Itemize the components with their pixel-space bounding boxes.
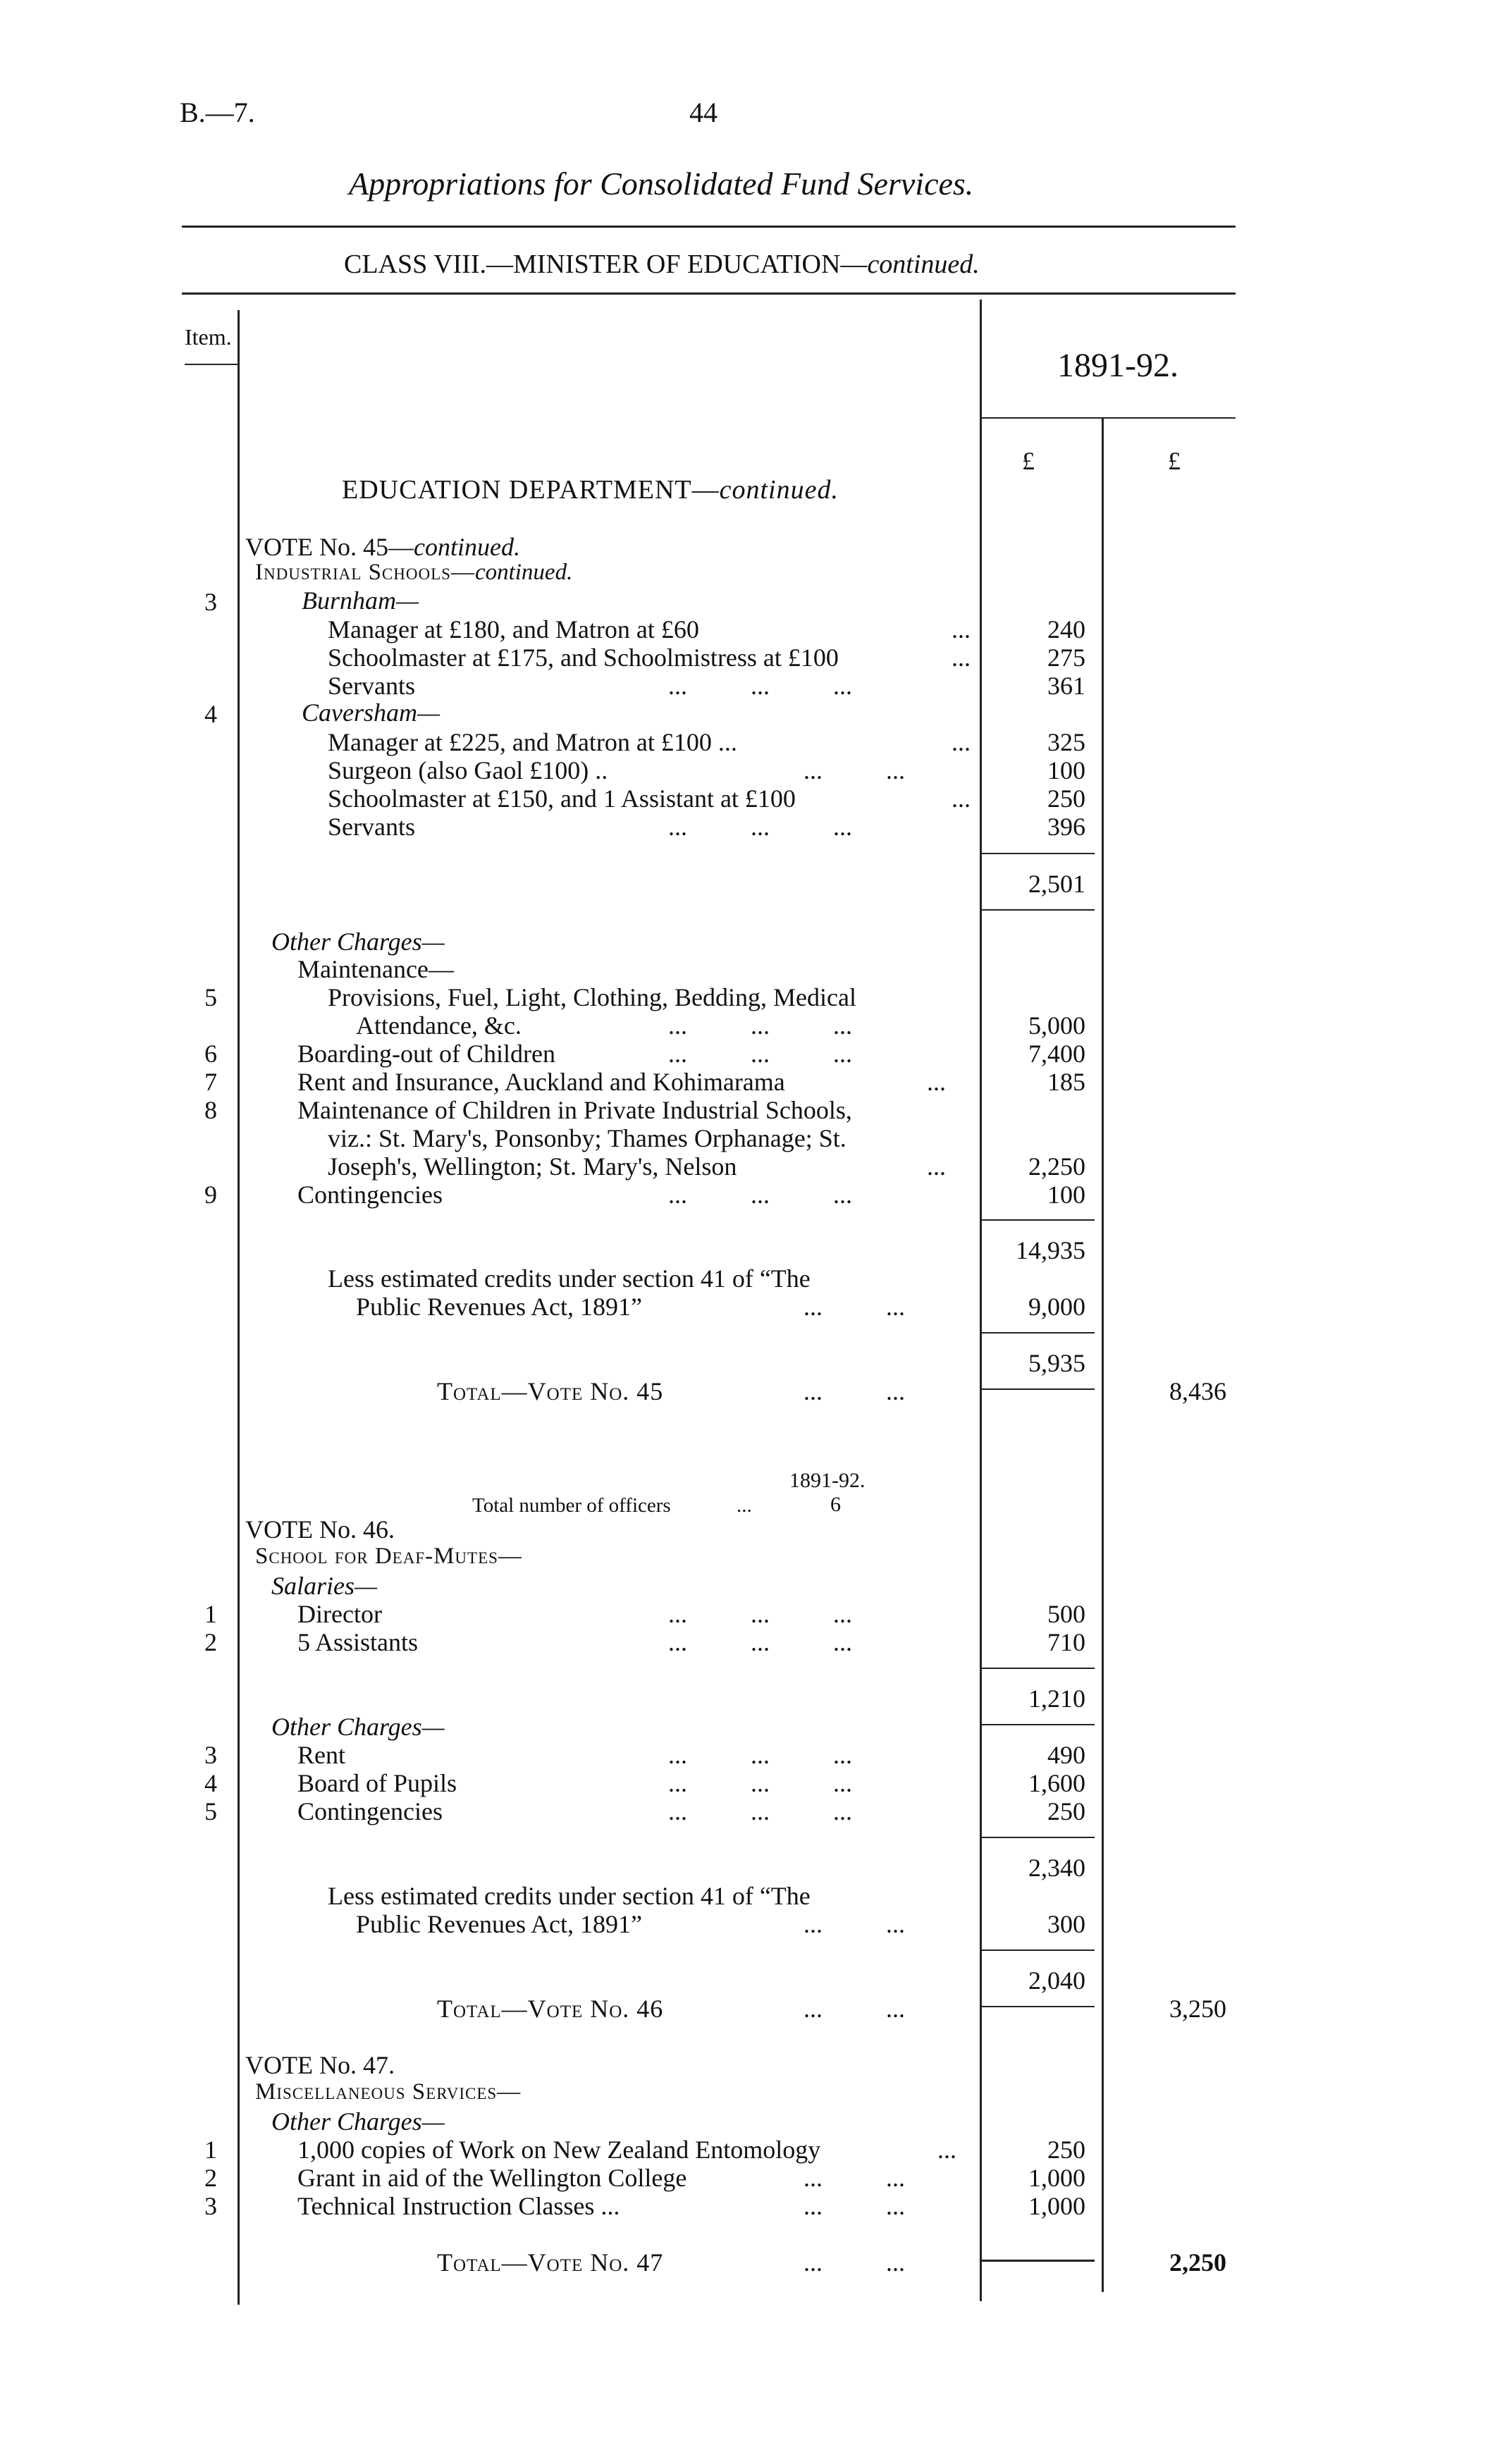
total-label: Total—Vote No. 47 — [437, 2248, 664, 2277]
amount: 250 — [1047, 2136, 1085, 2164]
other-charges-heading: Other Charges— — [271, 928, 445, 956]
rule-header — [182, 292, 1236, 295]
col-header-year: 1891-92. — [1057, 347, 1178, 384]
other-charges-heading: Other Charges— — [271, 1713, 445, 1741]
vote47-title: VOTE No. 47. — [245, 2051, 395, 2079]
item-number: 2 — [204, 1628, 217, 1656]
subtotal-rule — [982, 1219, 1095, 1221]
amount: 2,250 — [1028, 1152, 1085, 1181]
subtotal-rule — [982, 1668, 1095, 1669]
salaries-subtotal: 2,501 — [1028, 870, 1085, 898]
page-ref: B.—7. — [180, 97, 255, 128]
amount: 250 — [1047, 784, 1085, 813]
caversham-heading: Caversham— — [302, 698, 440, 727]
item-number: 3 — [204, 588, 217, 616]
net-amount: 2,040 — [1028, 1966, 1085, 1995]
less-credits-line1: Less estimated credits under section 41 of “The — [328, 1882, 811, 1910]
amount: 1,000 — [1028, 2164, 1085, 2192]
item-number: 5 — [204, 983, 217, 1011]
item-header-rule — [185, 364, 238, 365]
item-number: 2 — [204, 2164, 217, 2192]
burnham-heading: Burnham— — [302, 586, 419, 615]
amount: 100 — [1047, 756, 1085, 784]
amount: 100 — [1047, 1181, 1085, 1209]
dept-title: EDUCATION DEPARTMENT—continued. — [342, 475, 839, 505]
rule-top — [182, 226, 1236, 228]
col-divider-amount — [980, 300, 982, 2301]
total-rule — [982, 1388, 1095, 1390]
amount: 490 — [1047, 1741, 1085, 1769]
amount: 396 — [1047, 813, 1085, 841]
less-credits-line1: Less estimated credits under section 41 of “The — [328, 1264, 811, 1293]
officers-label: Total number of officers — [472, 1494, 671, 1517]
salaries-heading: Salaries— — [271, 1572, 378, 1600]
vote46-subtitle: School for Deaf-Mutes— — [255, 1544, 522, 1569]
item-number: 9 — [204, 1181, 217, 1209]
subtotal-rule — [982, 1949, 1095, 1951]
item-number: 3 — [204, 1741, 217, 1769]
page-number: 44 — [689, 97, 718, 128]
less-credits-line2: Public Revenues Act, 1891” — [356, 1910, 642, 1938]
officers-year: 1891-92. — [789, 1469, 866, 1492]
total-rule — [982, 2006, 1095, 2007]
vote-total: 3,250 — [1169, 1995, 1226, 2023]
vote-total: 8,436 — [1169, 1377, 1226, 1405]
amount: 361 — [1047, 672, 1085, 700]
vote46-title: VOTE No. 46. — [245, 1515, 395, 1544]
item-number: 1 — [204, 2136, 217, 2164]
other-subtotal: 14,935 — [1016, 1236, 1085, 1264]
amount: 250 — [1047, 1797, 1085, 1825]
page-title: Appropriations for Consolidated Fund Services. — [349, 166, 974, 202]
amount: 7,400 — [1028, 1040, 1085, 1068]
subtotal-rule — [982, 853, 1095, 854]
amount: 500 — [1047, 1600, 1085, 1628]
amount: 1,600 — [1028, 1769, 1085, 1797]
vote45-subtitle: Industrial Schools—continued. — [255, 560, 573, 585]
col-header-item: Item. — [185, 324, 232, 350]
amount: 5,000 — [1028, 1011, 1085, 1040]
total-rule — [982, 2260, 1095, 2262]
other-subtotal: 2,340 — [1028, 1854, 1085, 1882]
item-number: 3 — [204, 2192, 217, 2220]
subtotal-rule — [982, 1837, 1095, 1838]
item-number: 4 — [204, 1769, 217, 1797]
amount: 240 — [1047, 615, 1085, 643]
less-credits-amount: 9,000 — [1028, 1293, 1085, 1321]
subtotal-rule — [982, 909, 1095, 911]
pound-col1: £ — [1022, 447, 1035, 475]
other-charges-heading: Other Charges— — [271, 2107, 445, 2136]
item-number: 1 — [204, 1600, 217, 1628]
class-title: CLASS VIII.—MINISTER OF EDUCATION—continued. — [344, 250, 980, 279]
amount: 185 — [1047, 1068, 1085, 1096]
amount: 710 — [1047, 1628, 1085, 1656]
maintenance-heading: Maintenance— — [297, 955, 454, 983]
vote45-title: VOTE No. 45—continued. — [245, 533, 520, 561]
col-divider-item — [238, 310, 240, 2305]
amount: 325 — [1047, 728, 1085, 756]
vote-total: 2,250 — [1169, 2248, 1226, 2277]
total-label: Total—Vote No. 45 — [437, 1377, 664, 1405]
item-number: 7 — [204, 1068, 217, 1096]
item-number: 4 — [204, 700, 217, 728]
officers-count: 6 — [830, 1493, 841, 1516]
col-divider-total — [1102, 417, 1104, 2292]
subtotal-rule — [982, 1724, 1095, 1725]
pound-col2: £ — [1168, 447, 1181, 475]
year-header-rule — [982, 417, 1236, 419]
salaries-subtotal: 1,210 — [1028, 1684, 1085, 1713]
net-amount: 5,935 — [1028, 1349, 1085, 1377]
amount: 275 — [1047, 643, 1085, 672]
less-credits-amount: 300 — [1047, 1910, 1085, 1938]
amount: 1,000 — [1028, 2192, 1085, 2220]
item-number: 5 — [204, 1797, 217, 1825]
subtotal-rule — [982, 1332, 1095, 1333]
less-credits-line2: Public Revenues Act, 1891” — [356, 1293, 642, 1321]
vote47-subtitle: Miscellaneous Services— — [255, 2079, 522, 2105]
page: B.—7. 44 Appropriations for Consolidated Fund Services. CLASS VIII.—MINISTER OF EDUCATION—continued. Item. 1891-92. £ £ EDUCATION DEPARTMENT—continued. VOTE No. 45—continued. Industrial Schools—continued. 3 Burnham— Manager at £180, and Matron at £60 ... 240 Schoolmaster at £175, and Schoolmistress at £100 ... 275 Servants ... ... ... 361 4 Caversham— Manager at £225, and Matron at £100 ... ... 325 Surgeon (also Gaol £100) .. ... ... 100 Schoolmaster at £150, and 1 Assistant at £100 ... 250 Servants ... ... ... 396 2,501 Other Charges— Maintenance— 5 Provisions, Fuel, Light, Clothing, Bedding, Medical Attendance, &c. ... ... ... 5,000 6 Boarding-out of Children ... ... ... 7,400 7 Rent and Insurance, Auckland and Kohimarama ... 185 8 Maintenance of Children in Private Industrial Schools, viz.: St. Mary's, Ponsonby; Thames Orphanage; St. Joseph's, Wellington; St. Mary's, Nelson ... 2,250 9 Contingencies ... ... ... 100 14,935 Less estimated credits under section 41 of “The Public Revenues Act, 1891” ... ... 9,000 5,935 Total—Vote No. 45 ... ... 8,436 1891-92. Total number of officers ... 6 VOTE No. 46. School for Deaf-Mutes— Salaries— 1 Director ... ... ... 500 2 5 Assistants ... ... ... 710 1,210 Other Charges— 3 Rent ... ... ... 490 4 Board of Pupils ... ... ... 1,600 5 Contingencies ... ... ... 250 2,340 Less estimated credits under section 41 of “The Public Revenues Act, 1891” ... ... 300 2,040 Total—Vote No. 46 ... ... 3,250 VOTE No. 47. Miscellaneous Services— Other Charges— 1 1,000 copies of Work on New Zealand Entomology ... 250 2 Grant in aid of the Wellington College ... ... 1,000 3 Technical Instruction Classes ... ... ... 1,000 Total—Vote No. 47 ... ... 2,250 — [0, 0, 1490, 2464]
item-number: 8 — [204, 1096, 217, 1124]
total-label: Total—Vote No. 46 — [437, 1995, 664, 2023]
item-number: 6 — [204, 1040, 217, 1068]
